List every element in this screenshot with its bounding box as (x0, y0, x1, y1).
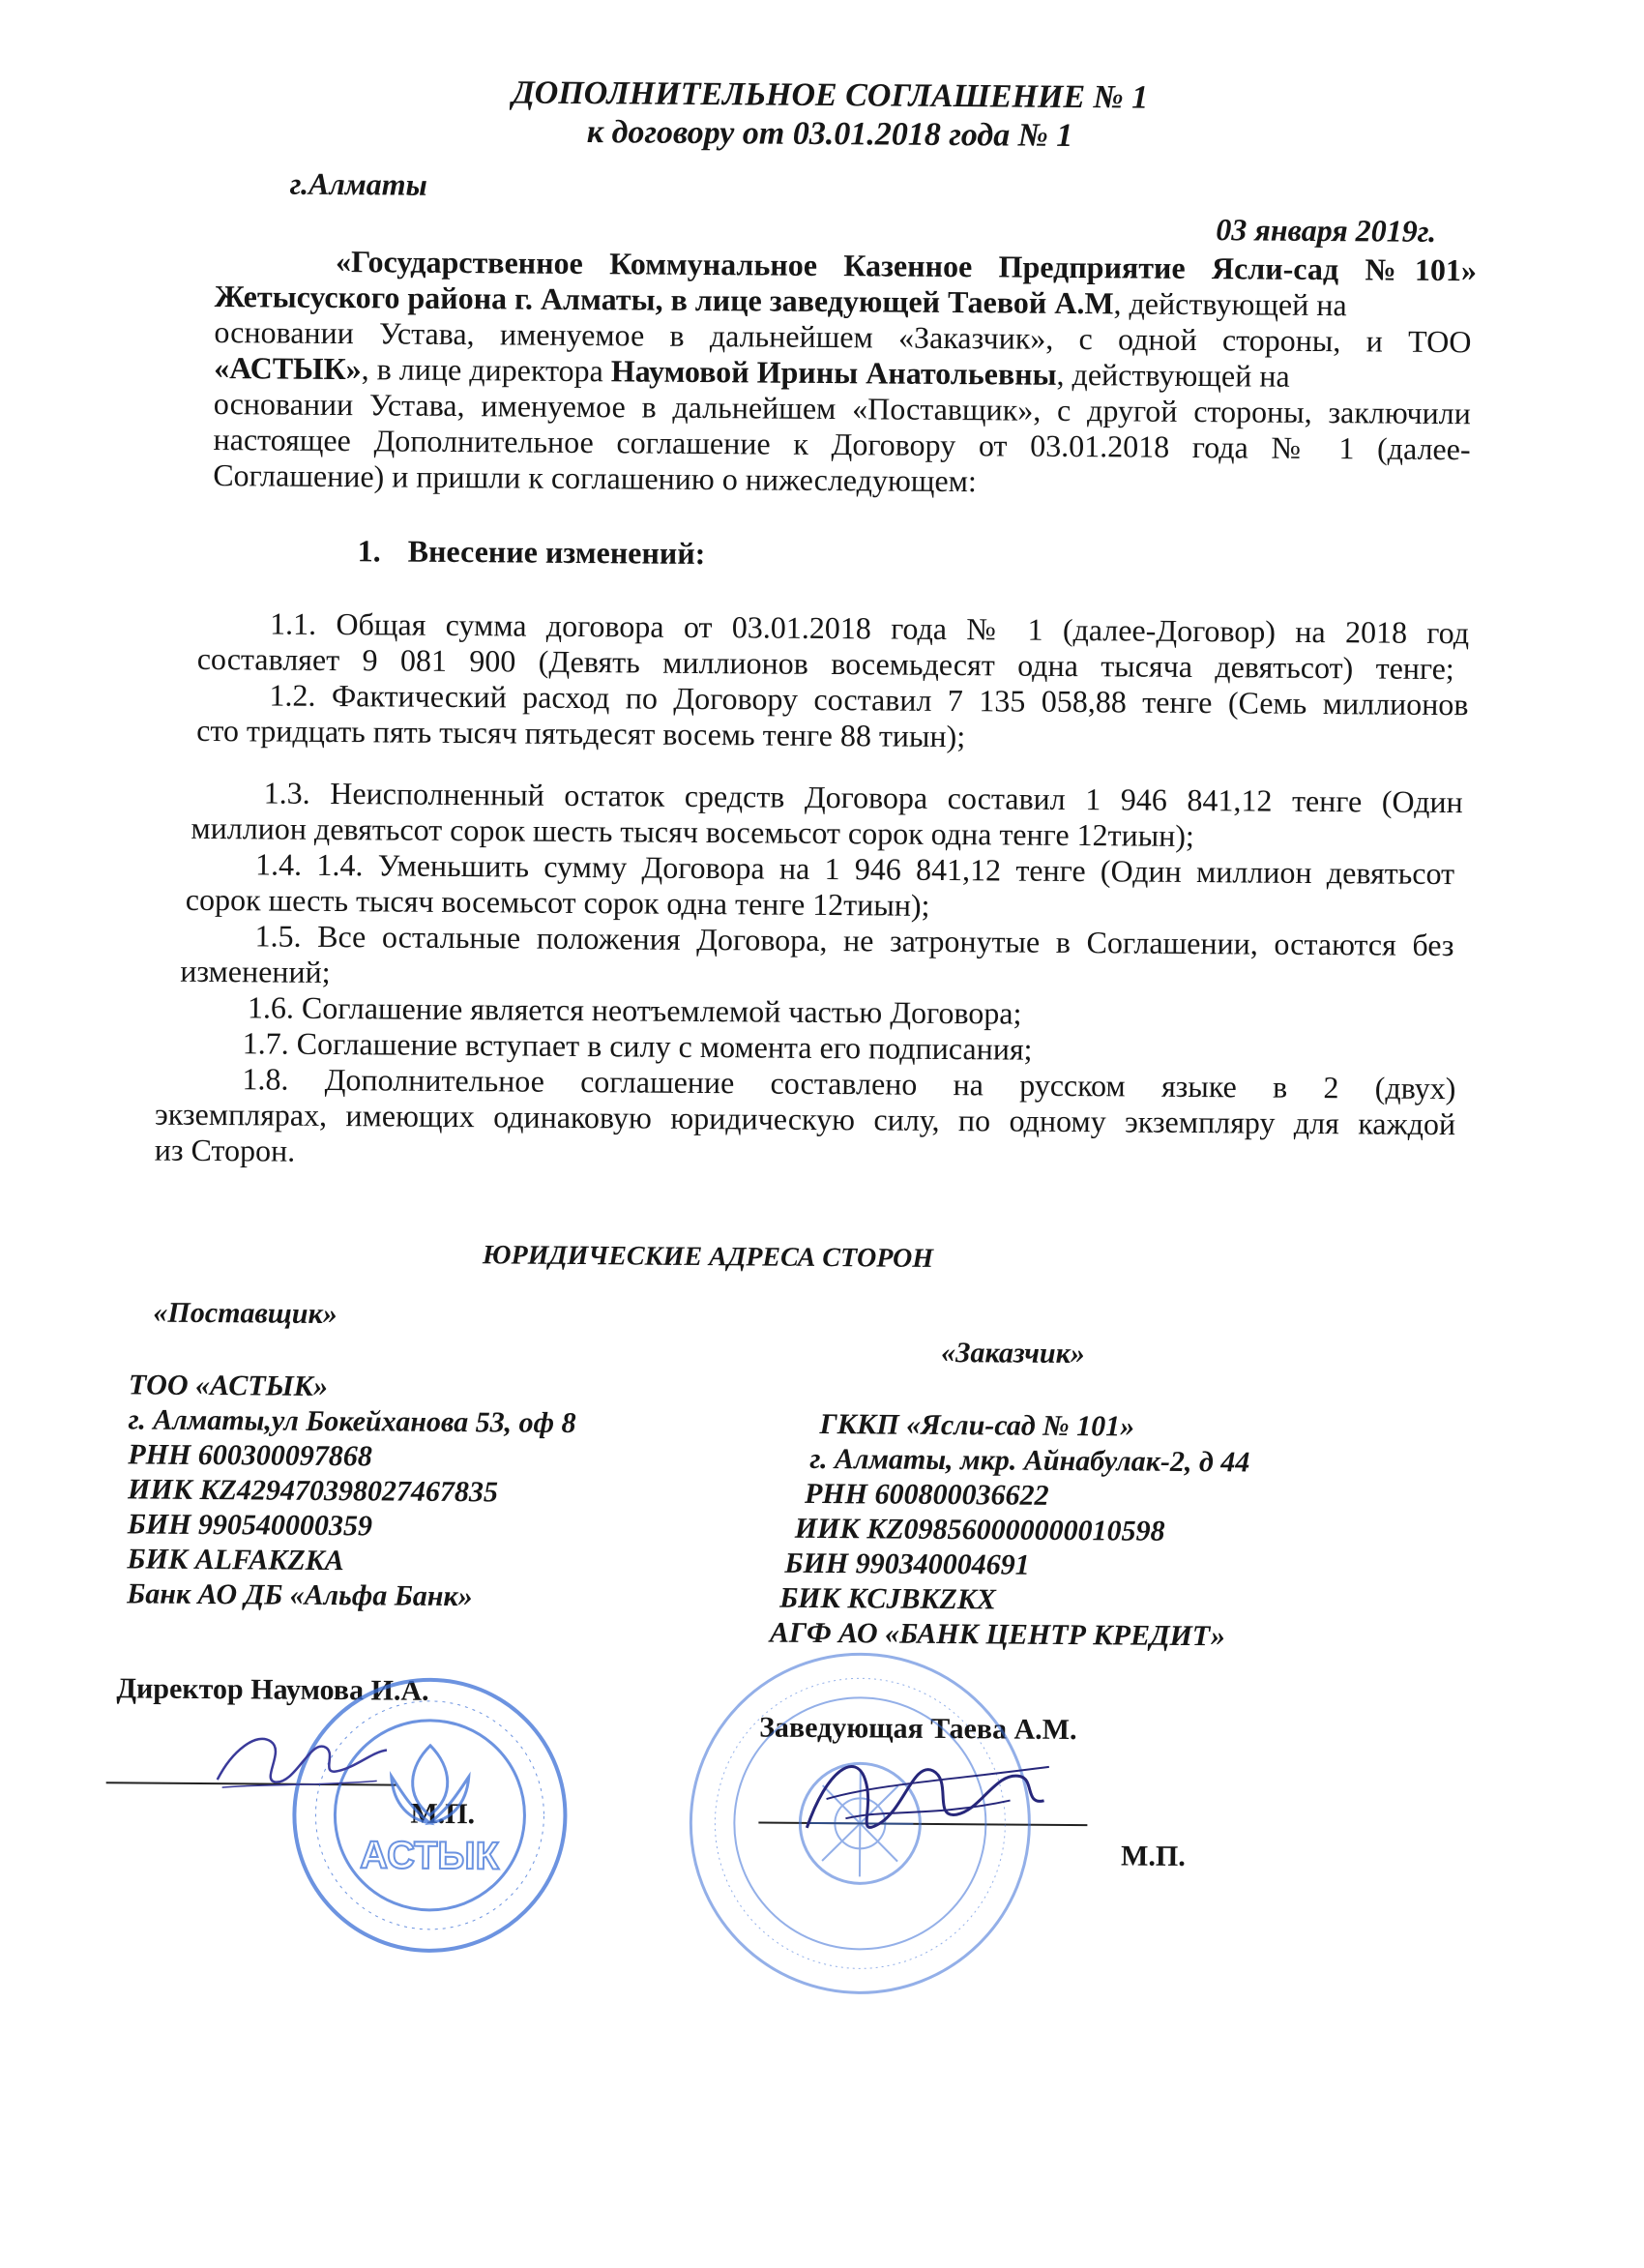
supplier-bin: БИН 990540000359 (127, 1508, 373, 1543)
addresses-heading: ЮРИДИЧЕСКИЕ АДРЕСА СТОРОН (482, 1240, 934, 1274)
preamble-line-1: «Государственное Коммунальное Казенное Предприятие Ясли-сад №101» (335, 244, 1478, 288)
clause-1-4-line-2: сорок шесть тысяч восемьсот сорок одна тенге 12тиын); (185, 881, 930, 923)
preamble-line-5: основании Устава, именуемое в дальнейшем «Поставщик», с другой стороны, заключили (213, 386, 1471, 431)
customer-name: ГККП «Ясли-сад № 101» (819, 1407, 1135, 1443)
clause-1-8-line-2: экземплярах, имеющих одинаковую юридическую силу, по одному экземпляру для каждой (154, 1096, 1456, 1142)
clause-1-3-line-2: миллион девятьсот сорок шесть тысяч восемьсот сорок одна тенге 12тиын); (191, 810, 1195, 854)
preamble-line-7: Соглашение) и пришли к соглашению о нижеследующем: (213, 457, 977, 499)
clause-1-1-line-2: составляет 9 081 900 (Девять миллионов восемьдесят одна тысяча девятьсот) тенге; (196, 640, 1454, 687)
section-number: 1. (357, 533, 381, 569)
customer-address: г. Алматы, мкр. Айнабулак-2, д 44 (809, 1442, 1250, 1479)
customer-rnn: РНН 600800036622 (804, 1477, 1049, 1512)
customer-signature (787, 1731, 1069, 1859)
clause-1-6: 1.6. Соглашение является неотъемлемой частью Договора; (247, 989, 1022, 1031)
document-date: 03 января 2019г. (1216, 212, 1437, 249)
clause-1-8-line-3: из Сторон. (154, 1132, 296, 1168)
customer-signatory: Заведующая Таева А.М. (759, 1711, 1077, 1747)
document-title: ДОПОЛНИТЕЛЬНОЕ СОГЛАШЕНИЕ № 1 (512, 74, 1149, 116)
clause-1-5-line-2: изменений; (180, 953, 331, 990)
clause-1-7: 1.7. Соглашение вступает в силу с момента его подписания; (242, 1025, 1033, 1067)
section-heading (358, 533, 706, 572)
document-city: г.Алматы (289, 165, 427, 202)
supplier-role: «Поставщик» (153, 1296, 338, 1331)
supplier-bik: БИК ALFAKZKA (127, 1543, 344, 1577)
supplier-name: ТОО «АСТЫК» (128, 1369, 329, 1402)
supplier-address: г. Алматы,ул Бокейханова 53, оф 8 (128, 1403, 576, 1440)
supplier-stamp-center: АСТЫК (360, 1834, 500, 1878)
clause-1-4-line-1: 1.4. 1.4. Уменьшить сумму Договора на 1 946 841,12 тенге (Один миллион девятьсот (255, 846, 1455, 892)
supplier-iik: ИИК KZ429470398027467835 (127, 1473, 499, 1509)
supplier-mp: М.П. (410, 1797, 476, 1831)
supplier-details (127, 1368, 576, 1615)
preamble-line-6: настоящее Дополнительное соглашение к Договору от 03.01.2018 года № 1 (далее- (213, 422, 1471, 467)
customer-bin: БИН 990340004691 (784, 1546, 1030, 1581)
clause-1-3-line-1: 1.3. Неисполненный остаток средств Договора составил 1 946 841,12 тенге (Один (263, 775, 1463, 820)
preamble-line-2: Жетысуского района г. Алматы, в лице заведующей Таевой А.М, действующей на (214, 279, 1347, 323)
supplier-rnn: РНН 600300097868 (128, 1438, 372, 1473)
supplier-signatory: Директор Наумова И.А. (116, 1672, 429, 1707)
clause-1-8-line-1: 1.8. Дополнительное соглашение составлено на русском языке в 2 (двух) (242, 1061, 1456, 1106)
section-title: Внесение изменений: (407, 533, 706, 572)
customer-iik: ИИК KZ098560000000010598 (794, 1512, 1165, 1547)
customer-bik: БИК KCJBKZKX (779, 1581, 996, 1616)
customer-details (769, 1407, 1250, 1655)
customer-mp: М.П. (1120, 1840, 1186, 1872)
clause-1-2-line-2: сто тридцать пять тысяч пятьдесят восемь тенге 88 тиын); (196, 712, 966, 754)
customer-role: «Заказчик» (941, 1336, 1085, 1370)
preamble-line-3: основании Устава, именуемое в дальнейшем «Заказчик», с одной стороны, и ТОО (214, 314, 1472, 360)
clause-1-1-line-1: 1.1. Общая сумма договора от 03.01.2018 года № 1 (далее-Договор) на 2018 год (269, 605, 1470, 651)
document-subtitle: к договору от 03.01.2018 года № 1 (586, 114, 1073, 155)
supplier-bank: Банк АО ДБ «Альфа Банк» (127, 1577, 473, 1613)
supplier-signature (203, 1712, 397, 1801)
preamble-line-4: «АСТЫК», в лице директора Наумовой Ирины Анатольевны, действующей на (214, 350, 1290, 394)
customer-bank: АГФ АО «БАНК ЦЕНТР КРЕДИТ» (769, 1616, 1226, 1653)
clause-1-5-line-1: 1.5. Все остальные положения Договора, не затронутые в Соглашении, остаются без (254, 918, 1454, 963)
clause-1-2-line-1: 1.2. Фактический расход по Договору составил 7 135 058,88 тенге (Семь миллионов (269, 677, 1469, 722)
